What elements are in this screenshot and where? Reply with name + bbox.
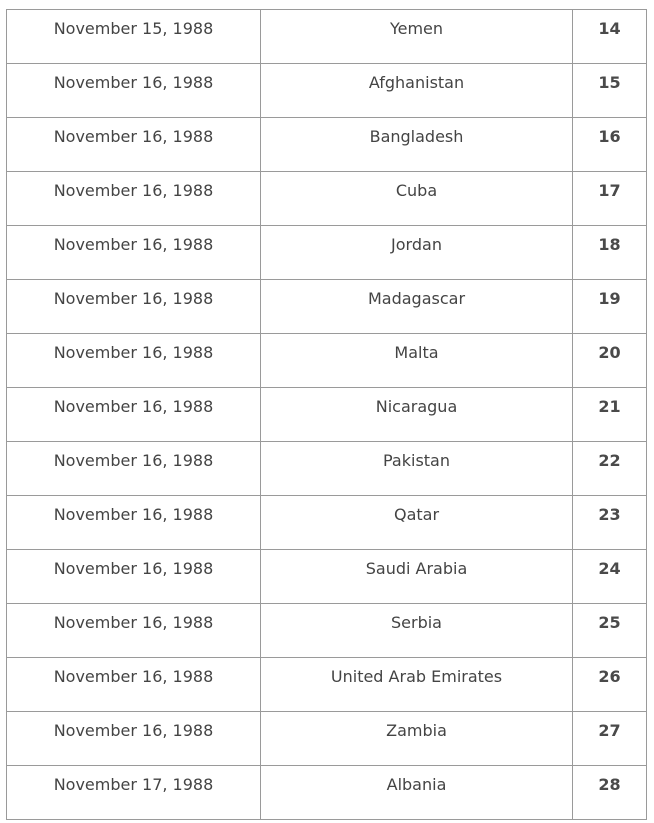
table-row bbox=[7, 64, 647, 118]
number-cell bbox=[573, 118, 647, 172]
date-cell bbox=[7, 442, 261, 496]
date-text: November 16, 1988 bbox=[53, 73, 214, 92]
number-cell bbox=[573, 388, 647, 442]
country-cell bbox=[261, 280, 573, 334]
date-cell bbox=[7, 226, 261, 280]
date-cell bbox=[7, 172, 261, 226]
country-text: Nicaragua bbox=[375, 397, 458, 416]
date-text: November 16, 1988 bbox=[53, 397, 214, 416]
table-row bbox=[7, 604, 647, 658]
number-text: 26 bbox=[598, 667, 621, 686]
country-text: Serbia bbox=[391, 613, 442, 632]
number-cell bbox=[573, 550, 647, 604]
number-text: 18 bbox=[598, 235, 621, 254]
number-text: 21 bbox=[598, 397, 621, 416]
date-text: November 16, 1988 bbox=[53, 289, 214, 308]
country-text: Qatar bbox=[393, 505, 440, 524]
number-cell bbox=[573, 334, 647, 388]
country-cell bbox=[261, 712, 573, 766]
date-text: November 16, 1988 bbox=[53, 343, 214, 362]
date-text: November 16, 1988 bbox=[53, 559, 214, 578]
table-row bbox=[7, 442, 647, 496]
country-cell bbox=[261, 64, 573, 118]
table-row bbox=[7, 766, 647, 820]
country-cell bbox=[261, 388, 573, 442]
country-cell bbox=[261, 604, 573, 658]
country-text: Albania bbox=[386, 775, 447, 794]
date-text: November 16, 1988 bbox=[53, 451, 214, 470]
table-row bbox=[7, 550, 647, 604]
country-cell bbox=[261, 658, 573, 712]
date-cell bbox=[7, 10, 261, 64]
number-text: 16 bbox=[598, 127, 621, 146]
number-cell bbox=[573, 496, 647, 550]
table-row bbox=[7, 334, 647, 388]
date-text: November 16, 1988 bbox=[53, 181, 214, 200]
number-text: 20 bbox=[598, 343, 621, 362]
number-cell bbox=[573, 64, 647, 118]
number-cell bbox=[573, 766, 647, 820]
date-cell bbox=[7, 550, 261, 604]
number-cell bbox=[573, 280, 647, 334]
date-cell bbox=[7, 604, 261, 658]
table-row bbox=[7, 172, 647, 226]
date-text: November 16, 1988 bbox=[53, 505, 214, 524]
table-row bbox=[7, 712, 647, 766]
date-cell bbox=[7, 118, 261, 172]
date-text: November 17, 1988 bbox=[53, 775, 214, 794]
number-text: 28 bbox=[598, 775, 621, 794]
date-text: November 16, 1988 bbox=[53, 613, 214, 632]
number-text: 19 bbox=[598, 289, 621, 308]
table-row bbox=[7, 658, 647, 712]
date-cell bbox=[7, 388, 261, 442]
country-cell bbox=[261, 172, 573, 226]
table-row bbox=[7, 226, 647, 280]
number-cell bbox=[573, 442, 647, 496]
country-text: Malta bbox=[394, 343, 439, 362]
country-cell bbox=[261, 550, 573, 604]
country-cell bbox=[261, 496, 573, 550]
country-cell bbox=[261, 766, 573, 820]
country-text: Madagascar bbox=[367, 289, 466, 308]
number-text: 15 bbox=[598, 73, 621, 92]
table-row bbox=[7, 496, 647, 550]
number-cell bbox=[573, 712, 647, 766]
country-text: United Arab Emirates bbox=[330, 667, 503, 686]
country-cell bbox=[261, 334, 573, 388]
number-text: 24 bbox=[598, 559, 621, 578]
number-text: 17 bbox=[598, 181, 621, 200]
number-cell bbox=[573, 10, 647, 64]
number-cell bbox=[573, 226, 647, 280]
table-row bbox=[7, 10, 647, 64]
country-text: Cuba bbox=[395, 181, 438, 200]
date-text: November 16, 1988 bbox=[53, 667, 214, 686]
date-cell bbox=[7, 496, 261, 550]
country-text: Bangladesh bbox=[369, 127, 464, 146]
date-cell bbox=[7, 658, 261, 712]
number-text: 23 bbox=[598, 505, 621, 524]
country-cell bbox=[261, 10, 573, 64]
date-text: November 16, 1988 bbox=[53, 235, 214, 254]
country-text: Afghanistan bbox=[368, 73, 465, 92]
date-cell bbox=[7, 766, 261, 820]
country-text: Pakistan bbox=[383, 451, 450, 470]
number-text: 22 bbox=[598, 451, 621, 470]
date-cell bbox=[7, 712, 261, 766]
date-text: November 16, 1988 bbox=[53, 127, 214, 146]
country-text: Saudi Arabia bbox=[365, 559, 468, 578]
recognition-table bbox=[6, 9, 647, 820]
country-cell bbox=[261, 118, 573, 172]
number-cell bbox=[573, 604, 647, 658]
date-text: November 15, 1988 bbox=[53, 19, 214, 38]
number-cell bbox=[573, 172, 647, 226]
table-row bbox=[7, 118, 647, 172]
country-cell bbox=[261, 226, 573, 280]
table-body bbox=[7, 10, 647, 820]
table-row bbox=[7, 388, 647, 442]
number-text: 25 bbox=[598, 613, 621, 632]
date-cell bbox=[7, 64, 261, 118]
table-row bbox=[7, 280, 647, 334]
number-cell bbox=[573, 658, 647, 712]
date-cell bbox=[7, 334, 261, 388]
country-text: Jordan bbox=[391, 235, 442, 254]
date-cell bbox=[7, 280, 261, 334]
date-text: November 16, 1988 bbox=[53, 721, 214, 740]
number-text: 14 bbox=[598, 19, 621, 38]
country-cell bbox=[261, 442, 573, 496]
country-text: Zambia bbox=[386, 721, 447, 740]
country-text: Yemen bbox=[389, 19, 444, 38]
number-text: 27 bbox=[598, 721, 621, 740]
